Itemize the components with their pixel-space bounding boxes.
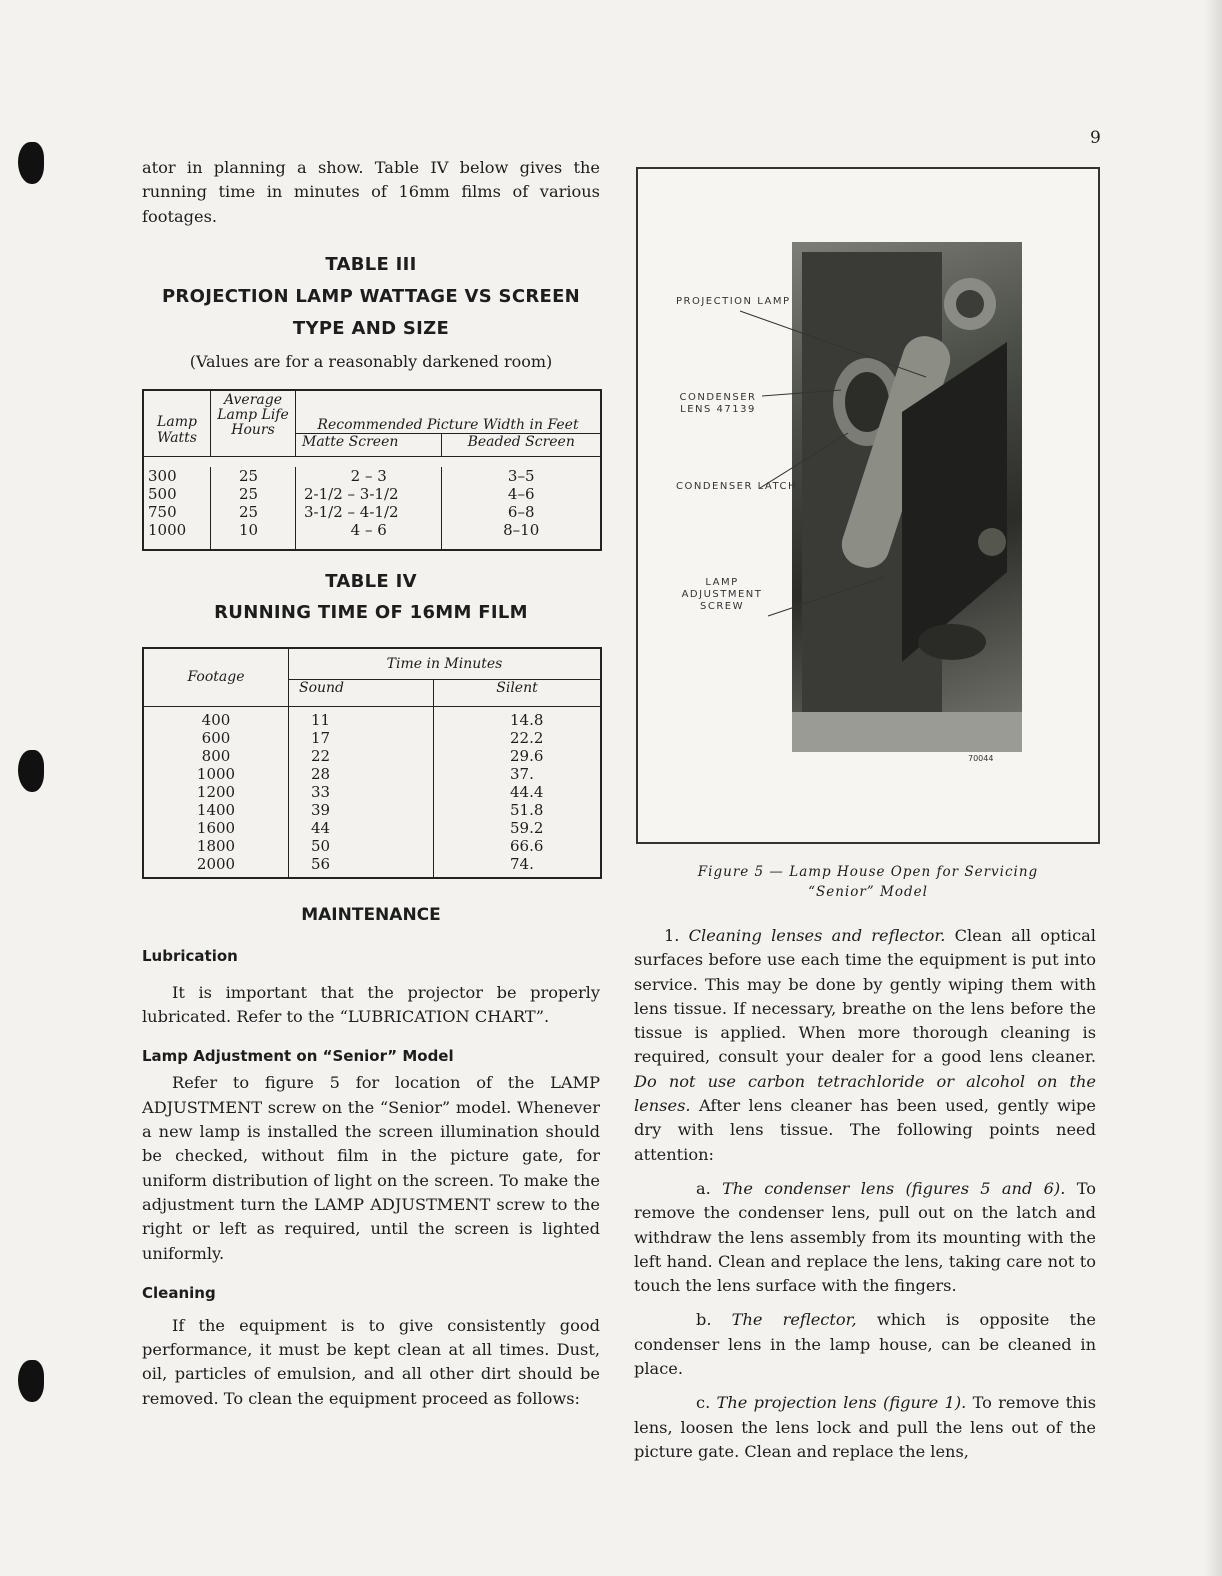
table-row: 1000 10 4 – 6 8–10: [143, 521, 601, 550]
cleaning-heading: Cleaning: [142, 1283, 216, 1302]
callout-leader-lines: [636, 167, 1100, 844]
intro-paragraph: ator in planning a show. Table IV below gives the running time in minutes of 16mm films of various footages.: [142, 158, 600, 226]
table3-note: (Values are for a reasonably darkened room): [189, 351, 553, 371]
table-row: 2000 56 74.: [143, 855, 601, 878]
lubrication-paragraph: It is important that the projector be properly lubricated. Refer to the “LUBRICATION CHART”.: [142, 982, 600, 1027]
table3-header-recommended: Recommended Picture Width in Feet: [296, 390, 602, 434]
binder-hole: [18, 1360, 44, 1402]
cleaning-item-c: c. The projection lens (figure 1). To remove this lens, loosen the lens lock and pull the lens out of the picture gate. Clean and replace the lens,: [634, 1393, 1096, 1461]
callout-condenser-latch: CONDENSER LATCH: [676, 481, 798, 492]
table-row: 600 17 22.2: [143, 729, 601, 747]
table3-header-matte: Matte Screen: [296, 433, 442, 456]
table4: [142, 647, 602, 879]
binder-hole: [18, 142, 44, 184]
table3-subtitle: PROJECTION LAMP WATTAGE VS SCREEN: [161, 285, 581, 307]
table3-header-lamp: Lamp Watts: [143, 390, 211, 457]
table-row: 1400 39 51.8: [143, 801, 601, 819]
page-edge-shadow: [1204, 0, 1222, 1576]
table3-title: TABLE III: [325, 253, 417, 275]
table-row: 1200 33 44.4: [143, 783, 601, 801]
table4-title: TABLE IV: [325, 570, 417, 592]
table-row: 500 25 2-1/2 – 3-1/2 4–6: [143, 485, 601, 503]
cleaning-item-1: 1. Cleaning lenses and reflector. Clean all optical surfaces before use each time the equipment is put into service. This may be done by gently wiping them with lens tissue. If necessary, breathe on the lens before the tissue is applied. When more thorough cleaning is required, consult your dealer for a good lens cleaner. Do not use carbon tetrachloride or alcohol on the lenses. After lens cleaner has been used, gently wipe dry with lens tissue. The following points need attention:: [634, 926, 1096, 1164]
table-row: 400 11 14.8: [143, 706, 601, 729]
table4-header-silent: Silent: [434, 679, 602, 706]
figure-caption: Figure 5 — Lamp House Open for Servicing “Senior” Model: [697, 864, 1039, 900]
table4-subtitle: RUNNING TIME OF 16MM FILM: [214, 601, 528, 623]
table-row: 800 22 29.6: [143, 747, 601, 765]
table-row: 750 25 3-1/2 – 4-1/2 6–8: [143, 503, 601, 521]
cleaning-item-b: b. The reflector, which is opposite the condenser lens in the lamp house, can be cleaned in place.: [634, 1310, 1096, 1379]
table3-header-beaded: Beaded Screen: [442, 433, 601, 456]
table4-header-footage: Footage: [143, 648, 289, 707]
table-row: 300 25 2 – 3 3–5: [143, 467, 601, 485]
lamp-adjustment-heading: Lamp Adjustment on “Senior” Model: [142, 1047, 454, 1066]
callout-condenser-lens: CONDENSER LENS 47139: [679, 392, 757, 415]
table3-header-life: Average Lamp Life Hours: [211, 390, 296, 457]
lubrication-heading: Lubrication: [142, 946, 238, 965]
figure-number: 70044: [968, 754, 994, 763]
callout-lamp-adjustment-screw: LAMP ADJUSTMENT SCREW: [681, 577, 763, 612]
right-column: [634, 924, 1096, 1464]
table3: [142, 389, 602, 551]
table4-header-time: Time in Minutes: [289, 648, 602, 680]
page-number: 9: [1090, 128, 1101, 148]
table-row: 1800 50 66.6: [143, 837, 601, 855]
maintenance-heading: MAINTENANCE: [301, 904, 441, 925]
cleaning-item-a: a. The condenser lens (figures 5 and 6). To remove the condenser lens, pull out on the latch and withdraw the lens assembly from its mounting with the left hand. Clean and replace the lens, taking care not to touch the lens surface with the fingers.: [634, 1178, 1096, 1296]
table-row: 1000 28 37.: [143, 765, 601, 783]
binder-hole: [18, 750, 44, 792]
table-row: 1600 44 59.2: [143, 819, 601, 837]
callout-projection-lamp: PROJECTION LAMP: [676, 296, 791, 307]
left-column: [142, 156, 600, 1411]
table4-header-sound: Sound: [289, 679, 434, 706]
lamp-adjustment-paragraph: Refer to figure 5 for location of the LAMP ADJUSTMENT screw on the “Senior” model. Whenever a new lamp is installed the screen illumination should be checked, without film in the picture gate, for uniform distribution of light on the screen. To make the adjustment turn the LAMP ADJUSTMENT screw to the right or left as required, until the screen is lighted uniformly.: [142, 1073, 600, 1263]
table3-subtitle-2: TYPE AND SIZE: [292, 317, 450, 339]
cleaning-paragraph: If the equipment is to give consistently good performance, it must be kept clean at all times. Dust, oil, particles of emulsion, and all other dirt should be removed. To clean the equipment proceed as follows:: [142, 1315, 600, 1408]
